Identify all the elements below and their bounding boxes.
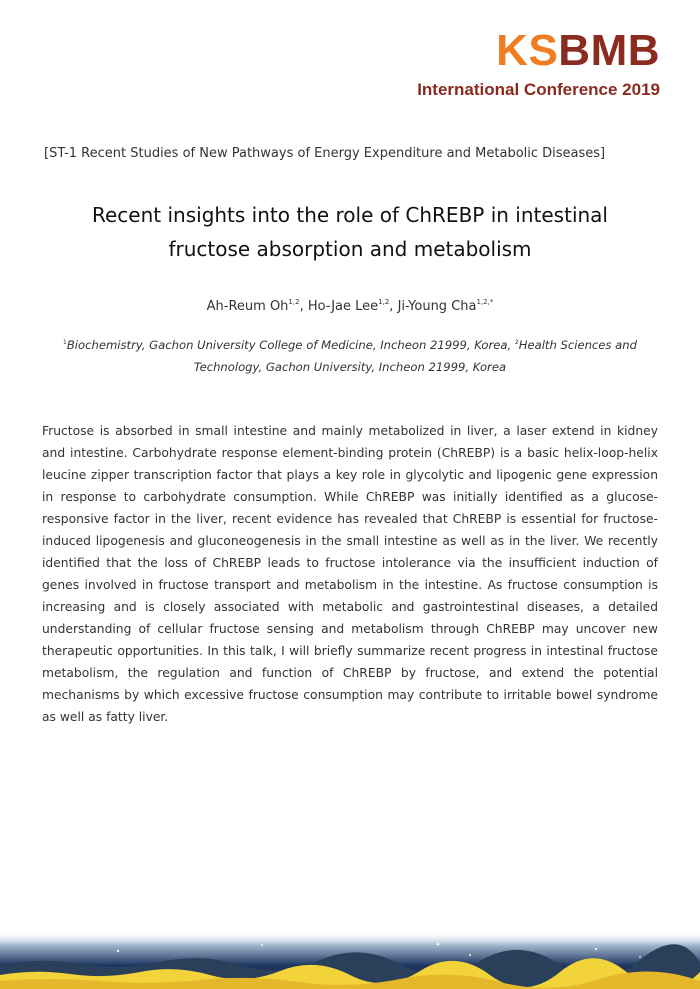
author-name: Ho-Jae Lee — [307, 299, 379, 314]
logo-ks: KS — [496, 26, 559, 75]
author-affiliation-mark: 1,2 — [378, 298, 390, 306]
session-label: [ST-1 Recent Studies of New Pathways of Energy Expenditure and Metabolic Diseases] — [44, 146, 606, 161]
affiliation-mark-2: 2 — [514, 339, 519, 346]
author-name: Ji-Young Cha — [397, 299, 477, 314]
title-line-2: fructose absorption and metabolism — [168, 237, 532, 261]
affiliation-2: Health Sciences and Technology, Gachon University, Incheon 21999, Korea — [193, 338, 637, 374]
author-list — [40, 298, 660, 314]
logo-subtitle: International Conference 2019 — [417, 80, 660, 99]
affiliations — [50, 332, 650, 378]
author-separator: , — [389, 299, 398, 314]
affiliation-mark-1: 1 — [63, 339, 67, 346]
landscape-banner — [0, 931, 700, 989]
author-separator: , — [299, 299, 308, 314]
conference-logo — [417, 28, 660, 100]
abstract-body: Fructose is absorbed in small intestine and mainly metabolized in liver, a laser extend in kidney and intestine. Carbohydrate response element-binding protein (ChREBP) is a basic helix-loop-helix leucine zipper transcription factor that plays a key role in glycolytic and lipogenic gene expression in response to carbohydrate consumption. While ChREBP was initially identified as a glucose-responsive factor in the liver, recent evidence has revealed that ChREBP is essential for fructose-induced lipogenesis and gluconeogenesis in the small intestine as well as in the liver. We recently identified that the loss of ChREBP leads to fructose intolerance via the insufficient induction of genes involved in fructose transport and metabolism in the intestine. As fructose consumption is increasing and is closely associated with metabolic and gastrointestinal diseases, a detailed understanding of cellular fructose sensing and metabolism through ChREBP may uncover new therapeutic opportunities. In this talk, I will briefly summarize recent progress in intestinal fructose metabolism, the regulation and function of ChREBP by fructose, and extend the potential mechanisms by which excessive fructose consumption may contribute to irritable bowel syndrome as well as fatty liver. — [42, 424, 658, 724]
affiliation-1: Biochemistry, Gachon University College of Medicine, Incheon 21999, Korea, — [66, 338, 515, 352]
author-affiliation-mark: 1,2,* — [476, 298, 494, 306]
author-name: Ah-Reum Oh — [206, 299, 289, 314]
paper-title — [40, 198, 660, 266]
title-line-1: Recent insights into the role of ChREBP in intestinal — [92, 203, 608, 227]
logo-bmb: BMB — [558, 26, 660, 75]
author-affiliation-mark: 1,2 — [288, 298, 300, 306]
logo-wordmark — [417, 28, 660, 74]
